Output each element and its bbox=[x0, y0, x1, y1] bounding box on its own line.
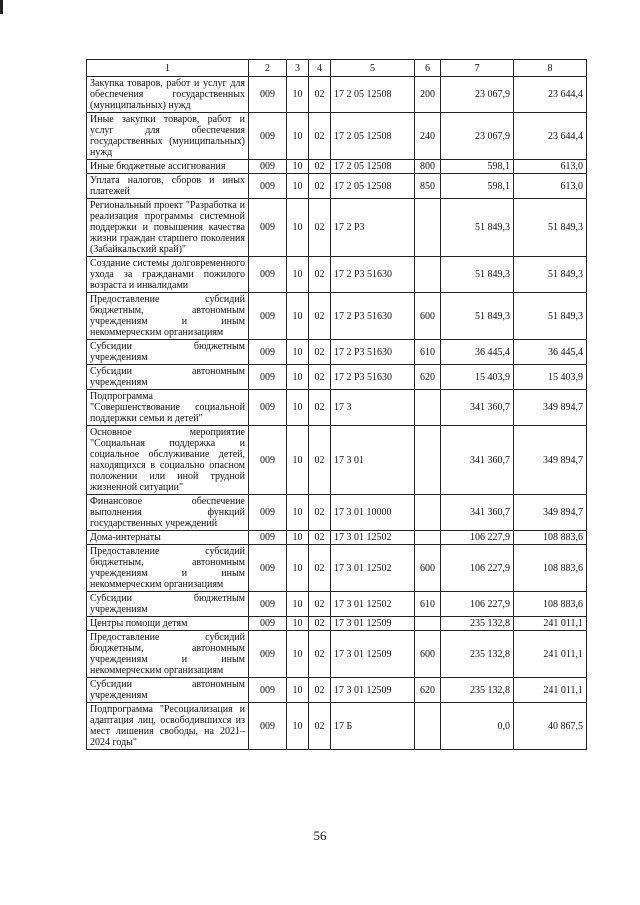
page-number: 56 bbox=[313, 828, 327, 843]
header-row bbox=[87, 60, 587, 77]
target-article-cell: 17 3 01 12502 bbox=[331, 531, 415, 545]
table-row bbox=[87, 365, 587, 390]
item-name-cell: Предоставление субсидий бюджетным, автономным учреждениям и иным некоммерческим организациям bbox=[87, 293, 249, 340]
target-article-cell: 17 2 P3 51630 bbox=[331, 340, 415, 365]
item-name-cell: Подпрограмма "Совершенствование социальной поддержки семьи и детей" bbox=[87, 390, 249, 426]
budget-table bbox=[86, 59, 587, 750]
section-cell: 10 bbox=[287, 199, 309, 257]
section-cell: 10 bbox=[287, 365, 309, 390]
target-article-cell: 17 2 P3 51630 bbox=[331, 257, 415, 293]
table-row bbox=[87, 199, 587, 257]
item-name-cell: Создание системы долговременного ухода за гражданами пожилого возраста и инвалидами bbox=[87, 257, 249, 293]
item-name-cell: Подпрограмма "Ресоциализация и адаптация лиц, освободившихся из мест лишения свободы, на 2021–2024 годы" bbox=[87, 703, 249, 750]
expense-type-cell: 620 bbox=[415, 678, 441, 703]
amount-year2-cell: 51 849,3 bbox=[514, 293, 587, 340]
scan-edge-mark bbox=[0, 0, 3, 14]
table-body bbox=[87, 77, 587, 750]
amount-year1-cell: 106 227,9 bbox=[441, 592, 514, 617]
amount-year2-cell: 241 011,1 bbox=[514, 631, 587, 678]
ministry-code-cell: 009 bbox=[249, 113, 287, 160]
expense-type-cell bbox=[415, 531, 441, 545]
amount-year1-cell: 341 360,7 bbox=[441, 390, 514, 426]
amount-year1-cell: 235 132,8 bbox=[441, 678, 514, 703]
expense-type-cell: 610 bbox=[415, 340, 441, 365]
column-header: 5 bbox=[331, 60, 415, 77]
target-article-cell: 17 2 P3 51630 bbox=[331, 365, 415, 390]
subsection-cell: 02 bbox=[309, 257, 331, 293]
section-cell: 10 bbox=[287, 160, 309, 174]
target-article-cell: 17 2 P3 51630 bbox=[331, 293, 415, 340]
amount-year1-cell: 51 849,3 bbox=[441, 293, 514, 340]
expense-type-cell bbox=[415, 617, 441, 631]
ministry-code-cell: 009 bbox=[249, 160, 287, 174]
section-cell: 10 bbox=[287, 113, 309, 160]
item-name-cell: Уплата налогов, сборов и иных платежей bbox=[87, 174, 249, 199]
amount-year2-cell: 349 894,7 bbox=[514, 495, 587, 531]
section-cell: 10 bbox=[287, 545, 309, 592]
target-article-cell: 17 3 01 12509 bbox=[331, 631, 415, 678]
section-cell: 10 bbox=[287, 495, 309, 531]
ministry-code-cell: 009 bbox=[249, 199, 287, 257]
amount-year1-cell: 0,0 bbox=[441, 703, 514, 750]
table-row bbox=[87, 531, 587, 545]
ministry-code-cell: 009 bbox=[249, 174, 287, 199]
item-name-cell: Предоставление субсидий бюджетным, автономным учреждениям и иным некоммерческим организациям bbox=[87, 545, 249, 592]
item-name-cell: Субсидии бюджетным учреждениям bbox=[87, 340, 249, 365]
ministry-code-cell: 009 bbox=[249, 631, 287, 678]
column-header: 7 bbox=[441, 60, 514, 77]
table-row bbox=[87, 592, 587, 617]
subsection-cell: 02 bbox=[309, 77, 331, 113]
section-cell: 10 bbox=[287, 390, 309, 426]
ministry-code-cell: 009 bbox=[249, 531, 287, 545]
ministry-code-cell: 009 bbox=[249, 365, 287, 390]
item-name-cell: Закупка товаров, работ и услуг для обеспечения государственных (муниципальных) нужд bbox=[87, 77, 249, 113]
column-header: 1 bbox=[87, 60, 249, 77]
amount-year1-cell: 598,1 bbox=[441, 174, 514, 199]
table-row bbox=[87, 160, 587, 174]
ministry-code-cell: 009 bbox=[249, 77, 287, 113]
amount-year2-cell: 51 849,3 bbox=[514, 199, 587, 257]
ministry-code-cell: 009 bbox=[249, 495, 287, 531]
target-article-cell: 17 3 01 12502 bbox=[331, 592, 415, 617]
subsection-cell: 02 bbox=[309, 390, 331, 426]
amount-year1-cell: 15 403,9 bbox=[441, 365, 514, 390]
ministry-code-cell: 009 bbox=[249, 678, 287, 703]
amount-year2-cell: 36 445,4 bbox=[514, 340, 587, 365]
table-row bbox=[87, 340, 587, 365]
column-header: 2 bbox=[249, 60, 287, 77]
amount-year2-cell: 613,0 bbox=[514, 160, 587, 174]
amount-year1-cell: 23 067,9 bbox=[441, 113, 514, 160]
amount-year1-cell: 51 849,3 bbox=[441, 257, 514, 293]
section-cell: 10 bbox=[287, 293, 309, 340]
subsection-cell: 02 bbox=[309, 678, 331, 703]
amount-year1-cell: 341 360,7 bbox=[441, 495, 514, 531]
section-cell: 10 bbox=[287, 617, 309, 631]
expense-type-cell bbox=[415, 199, 441, 257]
expense-type-cell: 850 bbox=[415, 174, 441, 199]
item-name-cell: Субсидии автономным учреждениям bbox=[87, 365, 249, 390]
subsection-cell: 02 bbox=[309, 617, 331, 631]
table-row bbox=[87, 390, 587, 426]
expense-type-cell: 610 bbox=[415, 592, 441, 617]
target-article-cell: 17 2 05 12508 bbox=[331, 113, 415, 160]
amount-year2-cell: 349 894,7 bbox=[514, 390, 587, 426]
section-cell: 10 bbox=[287, 678, 309, 703]
expense-type-cell: 800 bbox=[415, 160, 441, 174]
amount-year1-cell: 51 849,3 bbox=[441, 199, 514, 257]
amount-year2-cell: 349 894,7 bbox=[514, 426, 587, 495]
expense-type-cell: 620 bbox=[415, 365, 441, 390]
table-row bbox=[87, 293, 587, 340]
section-cell: 10 bbox=[287, 77, 309, 113]
amount-year1-cell: 235 132,8 bbox=[441, 631, 514, 678]
expense-type-cell: 200 bbox=[415, 77, 441, 113]
ministry-code-cell: 009 bbox=[249, 703, 287, 750]
item-name-cell: Основное мероприятие "Социальная поддержка и социальное обслуживание детей, находящихся в социально опасном положении или иной трудной жизненной ситуации" bbox=[87, 426, 249, 495]
subsection-cell: 02 bbox=[309, 174, 331, 199]
expense-type-cell bbox=[415, 426, 441, 495]
ministry-code-cell: 009 bbox=[249, 592, 287, 617]
expense-type-cell bbox=[415, 495, 441, 531]
section-cell: 10 bbox=[287, 426, 309, 495]
ministry-code-cell: 009 bbox=[249, 617, 287, 631]
ministry-code-cell: 009 bbox=[249, 257, 287, 293]
target-article-cell: 17 2 P3 bbox=[331, 199, 415, 257]
item-name-cell: Предоставление субсидий бюджетным, автономным учреждениям и иным некоммерческим организациям bbox=[87, 631, 249, 678]
ministry-code-cell: 009 bbox=[249, 545, 287, 592]
subsection-cell: 02 bbox=[309, 426, 331, 495]
amount-year2-cell: 40 867,5 bbox=[514, 703, 587, 750]
amount-year2-cell: 241 011,1 bbox=[514, 678, 587, 703]
table-row bbox=[87, 257, 587, 293]
column-header: 8 bbox=[514, 60, 587, 77]
item-name-cell: Субсидии бюджетным учреждениям bbox=[87, 592, 249, 617]
target-article-cell: 17 2 05 12508 bbox=[331, 160, 415, 174]
amount-year1-cell: 106 227,9 bbox=[441, 545, 514, 592]
target-article-cell: 17 3 bbox=[331, 390, 415, 426]
amount-year1-cell: 36 445,4 bbox=[441, 340, 514, 365]
item-name-cell: Региональный проект "Разработка и реализация программы системной поддержки и повышения качества жизни граждан старшего поколения (Забайкальский край)" bbox=[87, 199, 249, 257]
expense-type-cell: 240 bbox=[415, 113, 441, 160]
target-article-cell: 17 3 01 10000 bbox=[331, 495, 415, 531]
target-article-cell: 17 Б bbox=[331, 703, 415, 750]
amount-year1-cell: 106 227,9 bbox=[441, 531, 514, 545]
item-name-cell: Иные закупки товаров, работ и услуг для обеспечения государственных (муниципальных) нужд bbox=[87, 113, 249, 160]
expense-type-cell bbox=[415, 257, 441, 293]
item-name-cell: Субсидии автономным учреждениям bbox=[87, 678, 249, 703]
ministry-code-cell: 009 bbox=[249, 390, 287, 426]
section-cell: 10 bbox=[287, 257, 309, 293]
amount-year2-cell: 108 883,6 bbox=[514, 592, 587, 617]
amount-year1-cell: 598,1 bbox=[441, 160, 514, 174]
subsection-cell: 02 bbox=[309, 199, 331, 257]
amount-year2-cell: 108 883,6 bbox=[514, 545, 587, 592]
subsection-cell: 02 bbox=[309, 113, 331, 160]
target-article-cell: 17 3 01 12502 bbox=[331, 545, 415, 592]
subsection-cell: 02 bbox=[309, 592, 331, 617]
amount-year2-cell: 108 883,6 bbox=[514, 531, 587, 545]
section-cell: 10 bbox=[287, 174, 309, 199]
section-cell: 10 bbox=[287, 703, 309, 750]
table-row bbox=[87, 495, 587, 531]
section-cell: 10 bbox=[287, 592, 309, 617]
subsection-cell: 02 bbox=[309, 495, 331, 531]
target-article-cell: 17 3 01 12509 bbox=[331, 678, 415, 703]
table-row bbox=[87, 545, 587, 592]
target-article-cell: 17 2 05 12508 bbox=[331, 174, 415, 199]
amount-year2-cell: 15 403,9 bbox=[514, 365, 587, 390]
amount-year1-cell: 23 067,9 bbox=[441, 77, 514, 113]
amount-year2-cell: 613,0 bbox=[514, 174, 587, 199]
section-cell: 10 bbox=[287, 531, 309, 545]
target-article-cell: 17 3 01 bbox=[331, 426, 415, 495]
expense-type-cell: 600 bbox=[415, 545, 441, 592]
column-header: 4 bbox=[309, 60, 331, 77]
amount-year2-cell: 51 849,3 bbox=[514, 257, 587, 293]
expense-type-cell: 600 bbox=[415, 631, 441, 678]
target-article-cell: 17 3 01 12509 bbox=[331, 617, 415, 631]
subsection-cell: 02 bbox=[309, 703, 331, 750]
expense-type-cell: 600 bbox=[415, 293, 441, 340]
column-header: 3 bbox=[287, 60, 309, 77]
amount-year2-cell: 23 644,4 bbox=[514, 77, 587, 113]
item-name-cell: Центры помощи детям bbox=[87, 617, 249, 631]
table-row bbox=[87, 426, 587, 495]
section-cell: 10 bbox=[287, 340, 309, 365]
section-cell: 10 bbox=[287, 631, 309, 678]
table-row bbox=[87, 617, 587, 631]
amount-year1-cell: 235 132,8 bbox=[441, 617, 514, 631]
target-article-cell: 17 2 05 12508 bbox=[331, 77, 415, 113]
item-name-cell: Финансовое обеспечение выполнения функций государственных учреждений bbox=[87, 495, 249, 531]
subsection-cell: 02 bbox=[309, 545, 331, 592]
table-row bbox=[87, 631, 587, 678]
column-header: 6 bbox=[415, 60, 441, 77]
ministry-code-cell: 009 bbox=[249, 426, 287, 495]
item-name-cell: Иные бюджетные ассигнования bbox=[87, 160, 249, 174]
amount-year2-cell: 23 644,4 bbox=[514, 113, 587, 160]
table-row bbox=[87, 678, 587, 703]
table-row bbox=[87, 113, 587, 160]
table-row bbox=[87, 703, 587, 750]
subsection-cell: 02 bbox=[309, 531, 331, 545]
expense-type-cell bbox=[415, 390, 441, 426]
expense-type-cell bbox=[415, 703, 441, 750]
table-row bbox=[87, 174, 587, 199]
subsection-cell: 02 bbox=[309, 631, 331, 678]
table-row bbox=[87, 77, 587, 113]
subsection-cell: 02 bbox=[309, 293, 331, 340]
ministry-code-cell: 009 bbox=[249, 340, 287, 365]
amount-year2-cell: 241 011,1 bbox=[514, 617, 587, 631]
subsection-cell: 02 bbox=[309, 160, 331, 174]
subsection-cell: 02 bbox=[309, 340, 331, 365]
item-name-cell: Дома-интернаты bbox=[87, 531, 249, 545]
amount-year1-cell: 341 360,7 bbox=[441, 426, 514, 495]
subsection-cell: 02 bbox=[309, 365, 331, 390]
ministry-code-cell: 009 bbox=[249, 293, 287, 340]
